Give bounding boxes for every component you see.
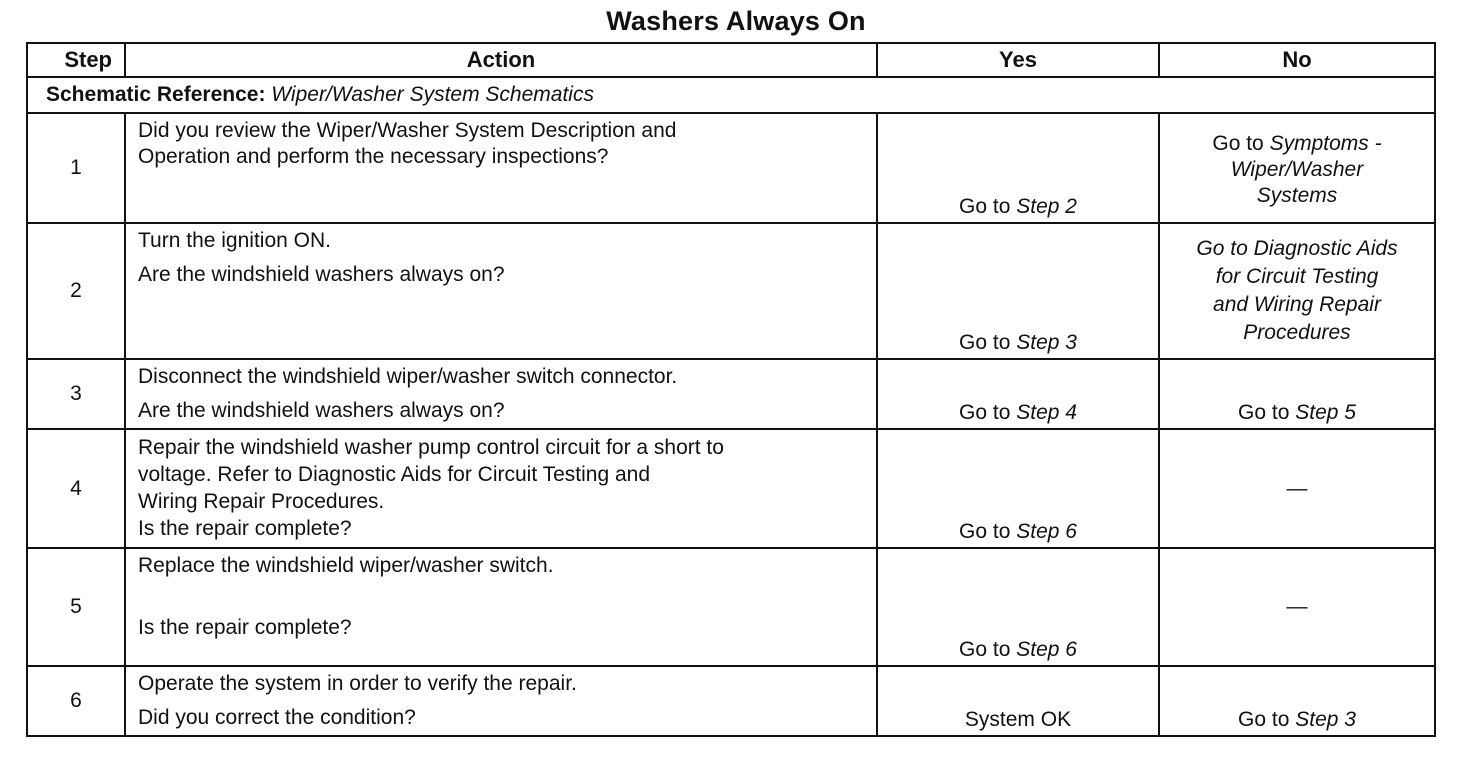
yes-prefix: Go to	[959, 401, 1011, 424]
yes-step-link[interactable]: Step 6	[1016, 520, 1077, 543]
no-link[interactable]: Wiper/Washer	[1230, 158, 1364, 181]
action-line: Disconnect the windshield wiper/washer switch connector.	[138, 365, 678, 388]
no-step-link[interactable]: Step 5	[1295, 401, 1356, 424]
no-cell	[1159, 223, 1435, 359]
no-link[interactable]: Go to Diagnostic Aids	[1196, 237, 1398, 260]
action-line: Replace the windshield wiper/washer switch.	[138, 554, 554, 577]
no-dash: —	[1286, 476, 1308, 500]
action-line: Operate the system in order to verify the repair.	[138, 672, 577, 695]
schematic-label: Schematic Reference:	[46, 83, 266, 106]
yes-prefix: Go to	[959, 331, 1011, 354]
action-cell	[125, 223, 877, 359]
action-cell	[125, 429, 877, 548]
yes-result: System OK	[964, 708, 1072, 731]
yes-prefix: Go to	[959, 195, 1011, 218]
action-line: Is the repair complete?	[138, 616, 352, 639]
table-row	[27, 666, 1435, 736]
yes-step-link[interactable]: Step 2	[1016, 195, 1077, 218]
no-cell	[1159, 429, 1435, 548]
no-link[interactable]: and Wiring Repair	[1213, 293, 1381, 316]
yes-prefix: Go to	[959, 638, 1011, 661]
step-number: 4	[27, 429, 125, 548]
no-prefix: Go to	[1212, 132, 1264, 155]
no-cell	[1159, 113, 1435, 223]
yes-cell	[877, 666, 1159, 736]
yes-cell	[877, 548, 1159, 666]
diagnostic-table	[26, 42, 1436, 737]
step-number: 2	[27, 223, 125, 359]
no-link[interactable]: Systems	[1256, 184, 1338, 207]
table-row	[27, 359, 1435, 429]
schematic-row	[27, 77, 1435, 113]
no-prefix: Go to	[1238, 401, 1290, 424]
header-action: Action	[125, 43, 877, 77]
no-cell	[1159, 548, 1435, 666]
page-title: Washers Always On	[606, 6, 866, 36]
no-dash: —	[1286, 595, 1308, 618]
yes-step-link[interactable]: Step 4	[1016, 401, 1077, 424]
action-cell	[125, 113, 877, 223]
no-link[interactable]: Procedures	[1243, 321, 1351, 344]
table-row	[27, 548, 1435, 666]
step-number: 6	[27, 666, 125, 736]
action-line: voltage. Refer to Diagnostic Aids for Circuit Testing and	[138, 463, 651, 486]
yes-step-link[interactable]: Step 3	[1016, 331, 1077, 354]
yes-cell	[877, 359, 1159, 429]
no-line	[1160, 131, 1434, 157]
header-row	[27, 43, 1435, 77]
step-number: 3	[27, 359, 125, 429]
action-line: Repair the windshield washer pump control circuit for a short to	[138, 436, 724, 459]
no-link[interactable]: for Circuit Testing	[1215, 265, 1379, 288]
action-line: Wiring Repair Procedures.	[138, 490, 385, 513]
header-step: Step	[27, 43, 125, 77]
action-line: Are the windshield washers always on?	[138, 399, 505, 422]
action-cell	[125, 548, 877, 666]
yes-cell	[877, 429, 1159, 548]
schematic-link[interactable]: Wiper/Washer System Schematics	[271, 83, 594, 106]
table-row	[27, 223, 1435, 359]
action-line: Operation and perform the necessary inspections?	[138, 145, 609, 168]
no-step-link[interactable]: Step 3	[1295, 708, 1356, 731]
no-link[interactable]: Symptoms -	[1269, 132, 1382, 155]
header-yes: Yes	[877, 43, 1159, 77]
action-cell	[125, 359, 877, 429]
no-cell	[1159, 359, 1435, 429]
no-cell	[1159, 666, 1435, 736]
no-prefix: Go to	[1238, 708, 1290, 731]
yes-cell	[877, 113, 1159, 223]
schematic-reference	[27, 77, 1435, 113]
action-line: Did you review the Wiper/Washer System Description and	[138, 119, 677, 142]
action-line: Turn the ignition ON.	[138, 229, 331, 252]
yes-step-link[interactable]: Step 6	[1016, 638, 1077, 661]
header-no: No	[1159, 43, 1435, 77]
table-row	[27, 429, 1435, 548]
action-cell	[125, 666, 877, 736]
step-number: 5	[27, 548, 125, 666]
action-line: Is the repair complete?	[138, 517, 352, 540]
action-line: Did you correct the condition?	[138, 706, 416, 729]
table-row	[27, 113, 1435, 223]
yes-cell	[877, 223, 1159, 359]
yes-prefix: Go to	[959, 520, 1011, 543]
step-number: 1	[27, 113, 125, 223]
action-line: Are the windshield washers always on?	[138, 263, 505, 286]
